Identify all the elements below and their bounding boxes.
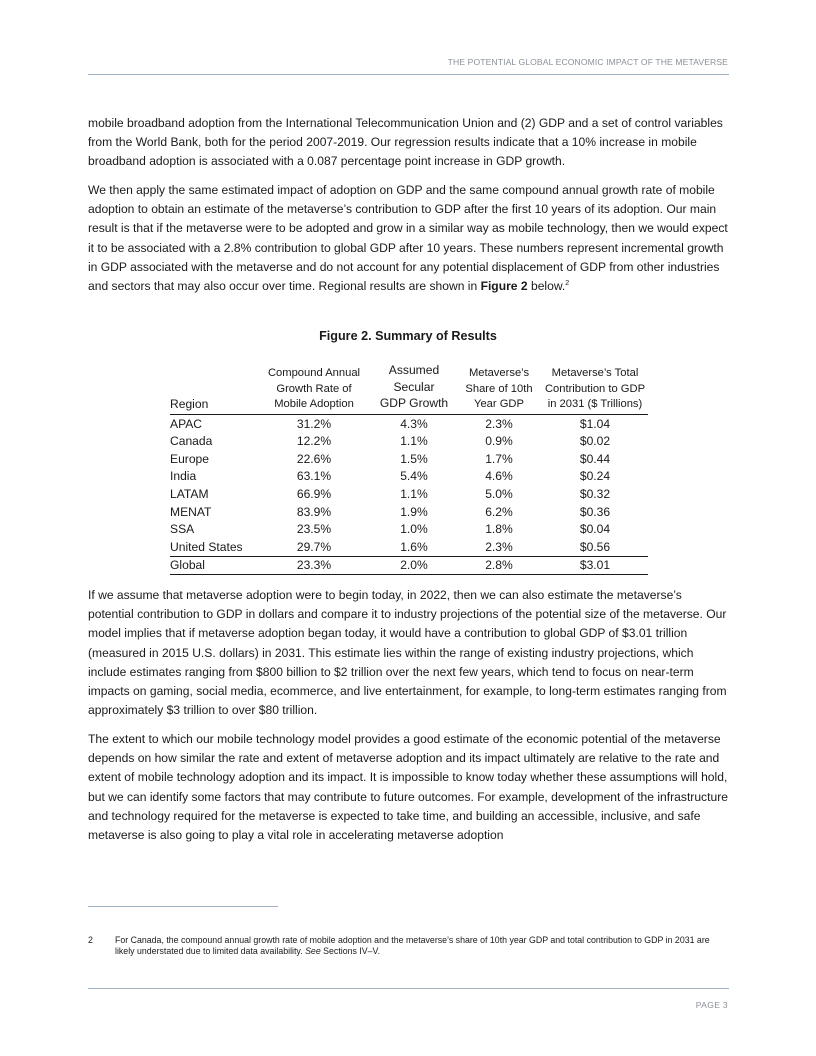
cell-total-contribution: $0.02: [579, 434, 611, 449]
cell-region: India: [170, 469, 197, 484]
table-row: [170, 450, 648, 468]
cell-share-gdp: 4.6%: [485, 469, 513, 484]
column-header-total-contribution: Metaverse’s Total Contribution to GDP in 2031 ($ Trillions): [542, 363, 648, 414]
cell-cagr: 63.1%: [296, 469, 332, 484]
cell-secular-growth: 1.1%: [400, 486, 428, 501]
table-row: [170, 414, 648, 432]
paragraph-regression-results: mobile broadband adoption from the International Telecommunication Union and (2) GDP and a set of control variables from the World Bank, both for the period 2007-2019. Our regression results indicate that a 10% increase in mobile broadband adoption is associated with a 0.087 percentage point increase in GDP growth.: [88, 116, 723, 169]
cell-region: Global: [170, 556, 256, 575]
cell-cagr: 23.3%: [256, 556, 372, 575]
cell-secular-growth: 1.5%: [400, 451, 428, 466]
cell-region: United States: [170, 538, 256, 556]
column-header-region: Region: [170, 363, 256, 414]
cell-total-contribution: $0.56: [542, 538, 648, 556]
cell-region: APAC: [170, 416, 203, 431]
cell-secular-growth: 1.0%: [400, 522, 428, 537]
cell-total-contribution: $3.01: [542, 556, 648, 575]
cell-cagr: 66.9%: [296, 486, 332, 501]
paragraph-main-result-tail: below.: [527, 279, 566, 294]
cell-total-contribution: $0.44: [579, 451, 611, 466]
cell-share-gdp: 5.0%: [485, 486, 513, 501]
cell-share-gdp: 2.3%: [456, 538, 542, 556]
footnote-ref-2: 2: [565, 279, 570, 287]
footnote-number: 2: [88, 935, 93, 945]
results-table: [170, 363, 648, 575]
cell-share-gdp: 2.3%: [485, 416, 513, 431]
cell-share-gdp: 1.8%: [485, 522, 513, 537]
table-row: [170, 503, 648, 521]
paragraph-main-result: [88, 181, 730, 296]
figure-2-reference: Figure 2: [480, 279, 528, 294]
cell-region: MENAT: [170, 504, 212, 519]
paragraph-model-limitations: The extent to which our mobile technology model provides a good estimate of the economic potential of the metaverse depends on how similar the rate and extent of metaverse adoption and its impact ultimately are relative to the rate and extent of mobile technology adoption and its impact. It is impossible to know today whether these assumptions will hold, but we can identify some factors that may contribute to future outcomes. For example, development of the infrastructure and technology required for the metaverse is expected to take time, and building an accessible, inclusive, and safe metaverse is also going to play a vital role in accelerating metaverse adoption: [88, 732, 728, 843]
cell-cagr: 22.6%: [296, 451, 332, 466]
running-header: THE POTENTIAL GLOBAL ECONOMIC IMPACT OF THE METAVERSE: [447, 57, 728, 67]
cell-region: Europe: [170, 451, 209, 466]
footer-divider: [88, 988, 729, 989]
cell-region: Canada: [170, 434, 213, 449]
table-row-global: [170, 556, 648, 575]
table-row: [170, 485, 648, 503]
header-divider: [88, 74, 729, 75]
cell-total-contribution: $0.32: [579, 486, 611, 501]
footnote-see: See: [305, 946, 321, 956]
cell-share-gdp: 6.2%: [485, 504, 513, 519]
cell-secular-growth: 2.0%: [372, 556, 456, 575]
cell-cagr: 29.7%: [256, 538, 372, 556]
cell-secular-growth: 1.1%: [400, 434, 428, 449]
table-row: [170, 538, 648, 556]
column-header-cagr: Compound Annual Growth Rate of Mobile Adoption: [256, 363, 372, 414]
cell-secular-growth: 1.6%: [372, 538, 456, 556]
table-row: [170, 468, 648, 486]
cell-share-gdp: 0.9%: [485, 434, 513, 449]
cell-cagr: 23.5%: [296, 522, 332, 537]
cell-region: SSA: [170, 522, 195, 537]
page-number: PAGE 3: [695, 1000, 728, 1010]
cell-share-gdp: 1.7%: [485, 451, 513, 466]
paragraph-main-result-text: We then apply the same estimated impact of adoption on GDP and the same compound annual growth rate of mobile adoption to obtain an estimate of the metaverse’s contribution to GDP after the first 10 years of its adoption. Our main result is that if the metaverse were to be adopted and grow in a similar way as mobile technology, then we would expect it to be associated with a 2.8% contribution to global GDP after 10 years. These numbers represent incremental growth in GDP associated with the metaverse and do not account for any potential displacement of GDP from other industries and sectors that may also occur over time. Regional results are shown in: [88, 183, 728, 294]
table-header-row: [170, 363, 648, 414]
cell-cagr: 31.2%: [296, 416, 332, 431]
paragraph-dollar-estimate: If we assume that metaverse adoption were to begin today, in 2022, then we can also estimate the metaverse’s potential contribution to GDP in dollars and compare it to industry projections of the potential size of the metaverse. Our model implies that if metaverse adoption began today, it would have a contribution to global GDP of $3.01 trillion (measured in 2015 U.S. dollars) in 2031. This estimate lies within the range of existing industry projections, which include estimates ranging from $800 billion to $2 trillion over the next few years, which tend to focus on near-term impacts on gaming, social media, ecommerce, and live entertainment, for example, to long-term estimates ranging from approximately $3 trillion to over $80 trillion.: [88, 588, 727, 718]
cell-cagr: 83.9%: [296, 504, 332, 519]
column-header-share-gdp: Metaverse’s Share of 10th Year GDP: [456, 363, 542, 414]
cell-total-contribution: $0.36: [579, 504, 611, 519]
column-header-secular-growth: Assumed Secular GDP Growth: [372, 363, 456, 414]
footnote-text: For Canada, the compound annual growth rate of mobile adoption and the metaverse’s share of 10th year GDP and total contribution to GDP in 2031 are likely understated due to limited data availability. See Sections IV–V.: [115, 935, 710, 956]
cell-secular-growth: 4.3%: [400, 416, 428, 431]
cell-share-gdp: 2.8%: [456, 556, 542, 575]
cell-secular-growth: 1.9%: [400, 504, 428, 519]
cell-region: LATAM: [170, 486, 209, 501]
cell-total-contribution: $0.24: [579, 469, 611, 484]
cell-secular-growth: 5.4%: [400, 469, 428, 484]
table-row: [170, 520, 648, 538]
cell-total-contribution: $0.04: [579, 522, 611, 537]
footnote-divider: [88, 906, 278, 907]
table-row: [170, 432, 648, 450]
figure-title: Figure 2. Summary of Results: [319, 329, 497, 343]
cell-cagr: 12.2%: [296, 434, 332, 449]
cell-total-contribution: $1.04: [579, 416, 611, 431]
